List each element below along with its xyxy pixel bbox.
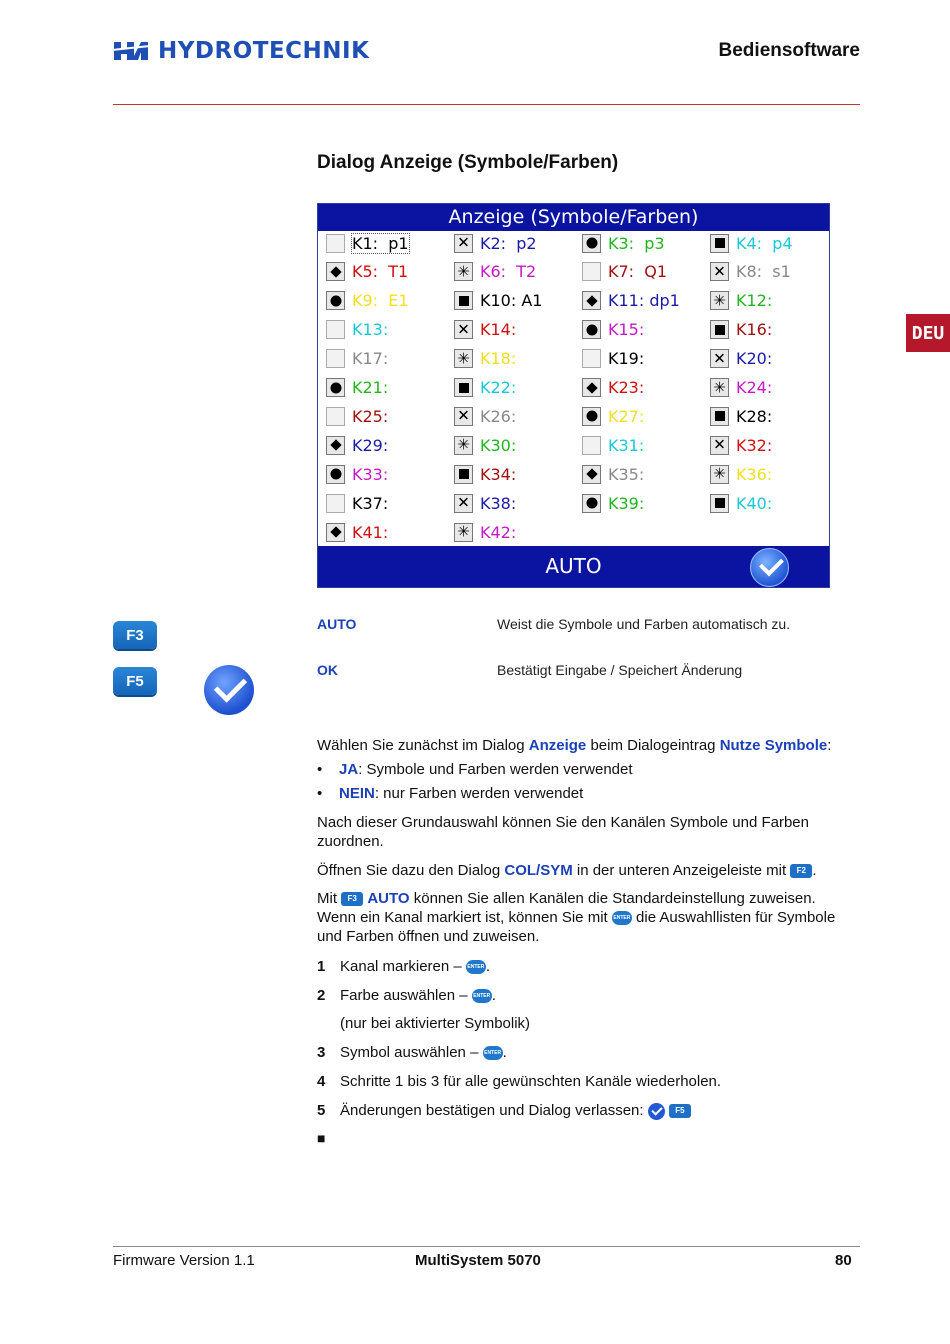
symbol-dot-icon bbox=[582, 320, 601, 339]
symbol-star-icon: ✳ bbox=[710, 291, 729, 310]
channel-label: K29: bbox=[352, 435, 389, 455]
enter-key-icon: ENTER bbox=[466, 960, 486, 974]
channel-item[interactable] bbox=[582, 462, 644, 486]
channel-item[interactable] bbox=[710, 433, 772, 457]
channel-item[interactable] bbox=[326, 376, 388, 400]
channel-item[interactable] bbox=[710, 462, 772, 486]
channel-label: K22: bbox=[480, 378, 517, 397]
channel-label: K26: bbox=[480, 406, 517, 426]
channel-label: K17: bbox=[352, 349, 389, 369]
channel-label: K14: bbox=[480, 320, 517, 340]
channel-label: K9: E1 bbox=[352, 291, 409, 311]
ok-term: OK bbox=[317, 662, 338, 678]
channel-item[interactable] bbox=[710, 347, 772, 371]
symbol-diamond-icon bbox=[582, 465, 601, 484]
channel-item[interactable] bbox=[710, 491, 772, 515]
brand-name: HYDROTECHNIK bbox=[158, 38, 370, 64]
channel-item[interactable] bbox=[454, 289, 542, 313]
channel-label: K21: bbox=[352, 378, 389, 397]
channel-label: K35: bbox=[608, 464, 645, 484]
ok-check-inline-icon bbox=[648, 1103, 665, 1120]
symbol-diamond-icon bbox=[582, 378, 601, 397]
paragraph-auto: Mit F3 AUTO können Sie allen Kanälen die Standardeinstellung zuweisen. Wenn ein Kanal markiert ist, können Sie mit ENTER die Auswahllisten für Symbole und Farben öffnen und zuweisen. bbox=[317, 890, 836, 945]
device-screenshot bbox=[317, 203, 830, 588]
footer-product: MultiSystem 5070 bbox=[415, 1252, 541, 1269]
channel-item[interactable] bbox=[326, 231, 409, 255]
channel-label: K36: bbox=[736, 464, 773, 484]
symbol-star-icon: ✳ bbox=[710, 378, 729, 397]
screen-title: Anzeige (Symbole/Farben) bbox=[318, 204, 829, 231]
hydrotechnik-logo-icon bbox=[112, 38, 150, 64]
channel-item[interactable] bbox=[582, 433, 644, 457]
channel-label: K32: bbox=[736, 435, 773, 455]
section-title: Dialog Anzeige (Symbole/Farben) bbox=[317, 152, 619, 173]
symbol-square-icon bbox=[454, 465, 473, 484]
channel-label: K28: bbox=[736, 406, 773, 426]
channel-item[interactable] bbox=[582, 376, 644, 400]
bullet-ja: • JA: Symbole und Farben werden verwendet bbox=[317, 761, 633, 778]
channel-label: K16: bbox=[736, 320, 773, 340]
channel-item[interactable] bbox=[326, 491, 388, 515]
symbol-cross-icon: ✕ bbox=[710, 262, 729, 281]
bullet-nein: • NEIN: nur Farben werden verwendet bbox=[317, 785, 584, 802]
symbol-empty-icon bbox=[582, 349, 601, 368]
symbol-empty-icon bbox=[326, 407, 345, 426]
symbol-square-icon bbox=[710, 234, 729, 253]
channel-label: K7: Q1 bbox=[608, 262, 668, 282]
symbol-dot-icon bbox=[326, 378, 345, 397]
end-mark: ■ bbox=[317, 1130, 326, 1146]
symbol-empty-icon bbox=[326, 234, 345, 253]
symbol-dot-icon bbox=[582, 407, 601, 426]
channel-item[interactable] bbox=[710, 404, 772, 428]
channel-item[interactable] bbox=[454, 404, 516, 428]
symbol-square-icon bbox=[710, 320, 729, 339]
symbol-diamond-icon bbox=[326, 436, 345, 455]
channel-item[interactable] bbox=[582, 289, 680, 313]
ok-description: Bestätigt Eingabe / Speichert Änderung bbox=[497, 662, 743, 678]
channel-label: K3: p3 bbox=[608, 233, 665, 253]
channel-label: K11: dp1 bbox=[608, 291, 680, 311]
channel-item[interactable] bbox=[710, 231, 793, 255]
enter-key-icon: ENTER bbox=[612, 911, 632, 925]
auto-term: AUTO bbox=[317, 616, 357, 632]
channel-label: K25: bbox=[352, 406, 389, 426]
f5-key-inline-icon: F5 bbox=[669, 1104, 691, 1118]
channel-label: K10: A1 bbox=[480, 291, 543, 311]
channel-item[interactable] bbox=[326, 289, 409, 313]
channel-label: K39: bbox=[608, 493, 645, 513]
screen-footer-bar bbox=[318, 546, 829, 587]
channel-label: K37: bbox=[352, 493, 389, 513]
channel-item[interactable] bbox=[326, 520, 388, 544]
channel-item[interactable] bbox=[454, 376, 516, 400]
channel-label: K30: bbox=[480, 435, 517, 455]
channel-item[interactable] bbox=[326, 347, 388, 371]
symbol-diamond-icon bbox=[326, 262, 345, 281]
channel-item[interactable] bbox=[326, 318, 388, 342]
channel-item[interactable] bbox=[710, 260, 791, 284]
channel-label: K41: bbox=[352, 522, 389, 542]
enter-key-icon: ENTER bbox=[483, 1046, 503, 1060]
auto-softkey-label[interactable]: AUTO bbox=[545, 554, 602, 578]
f2-key-icon: F2 bbox=[790, 864, 812, 878]
symbol-cross-icon: ✕ bbox=[710, 349, 729, 368]
channel-item[interactable] bbox=[454, 433, 516, 457]
symbol-empty-icon bbox=[326, 494, 345, 513]
auto-description: Weist die Symbole und Farben automatisch zu. bbox=[497, 616, 791, 632]
symbol-cross-icon: ✕ bbox=[454, 234, 473, 253]
symbol-star-icon: ✳ bbox=[710, 465, 729, 484]
symbol-square-icon bbox=[710, 407, 729, 426]
paragraph-colsym: Öffnen Sie dazu den Dialog COL/SYM in der unteren Anzeigeleiste mit F2 . bbox=[317, 862, 817, 879]
symbol-empty-icon bbox=[326, 320, 345, 339]
symbol-cross-icon: ✕ bbox=[454, 320, 473, 339]
channel-label: K38: bbox=[480, 493, 517, 513]
channel-label: K23: bbox=[608, 378, 645, 397]
channel-item[interactable] bbox=[582, 404, 644, 428]
channel-item[interactable] bbox=[710, 376, 772, 400]
symbol-diamond-icon bbox=[582, 291, 601, 310]
channel-label: K2: p2 bbox=[480, 233, 537, 253]
channel-item[interactable] bbox=[710, 289, 772, 313]
symbol-star-icon: ✳ bbox=[454, 262, 473, 281]
channel-label: K1: p1 bbox=[352, 233, 409, 253]
channel-label: K40: bbox=[736, 493, 773, 513]
language-tab: DEU bbox=[906, 314, 950, 352]
symbol-square-icon bbox=[454, 378, 473, 397]
channel-item[interactable] bbox=[326, 462, 388, 486]
header-title: Bediensoftware bbox=[718, 40, 860, 61]
channel-item[interactable] bbox=[710, 318, 772, 342]
ok-check-large-icon bbox=[204, 665, 254, 715]
channel-item[interactable] bbox=[454, 231, 537, 255]
symbol-dot-icon bbox=[326, 465, 345, 484]
f3-key-inline-icon: F3 bbox=[341, 892, 363, 906]
channel-label: K18: bbox=[480, 349, 517, 369]
channel-label: K19: bbox=[608, 349, 645, 369]
channel-label: K24: bbox=[736, 378, 773, 397]
channel-label: K27: bbox=[608, 406, 645, 426]
symbol-star-icon: ✳ bbox=[454, 349, 473, 368]
channel-label: K31: bbox=[608, 435, 645, 455]
enter-key-icon: ENTER bbox=[472, 989, 492, 1003]
channel-label: K42: bbox=[480, 522, 517, 542]
ok-check-icon[interactable] bbox=[750, 548, 789, 587]
symbol-square-icon bbox=[454, 291, 473, 310]
symbol-empty-icon bbox=[326, 349, 345, 368]
channel-item[interactable] bbox=[582, 231, 665, 255]
channel-label: K5: T1 bbox=[352, 262, 409, 282]
channel-label: K8: s1 bbox=[736, 262, 791, 282]
channel-item[interactable] bbox=[454, 260, 536, 284]
symbol-diamond-icon bbox=[326, 523, 345, 542]
header-divider bbox=[113, 104, 860, 105]
footer-divider bbox=[113, 1246, 860, 1247]
symbol-star-icon: ✳ bbox=[454, 436, 473, 455]
channel-label: K20: bbox=[736, 349, 773, 369]
symbol-star-icon: ✳ bbox=[454, 523, 473, 542]
symbol-dot-icon bbox=[326, 291, 345, 310]
channel-item[interactable] bbox=[454, 520, 516, 544]
channel-label: K15: bbox=[608, 320, 645, 340]
channel-label: K6: T2 bbox=[480, 262, 537, 282]
footer-page-number: 80 bbox=[835, 1252, 852, 1269]
symbol-dot-icon bbox=[582, 234, 601, 253]
channel-item[interactable] bbox=[454, 347, 516, 371]
channel-label: K34: bbox=[480, 464, 517, 484]
f5-key-icon: F5 bbox=[113, 667, 157, 695]
channel-item[interactable] bbox=[582, 347, 644, 371]
channel-item[interactable] bbox=[326, 404, 388, 428]
channel-item[interactable] bbox=[454, 318, 516, 342]
steps-list: 1 Kanal markieren – ENTER . 2 Farbe auswählen – ENTER . (nur bei aktivierter Symbolik) 3 Symbol auswählen – ENTER . 4 Schritte 1 bis 3 für alle gewünschten Kanäle wiederholen. 5 Änderungen bestätigen und Dialog verlassen: F5 bbox=[317, 958, 722, 1119]
channel-label: K13: bbox=[352, 320, 389, 340]
footer-firmware: Firmware Version 1.1 bbox=[113, 1252, 255, 1269]
channel-item[interactable] bbox=[454, 462, 516, 486]
symbol-cross-icon: ✕ bbox=[454, 494, 473, 513]
channel-item[interactable] bbox=[454, 491, 516, 515]
f3-key-icon: F3 bbox=[113, 621, 157, 649]
channel-label: K4: p4 bbox=[736, 233, 793, 253]
symbol-square-icon bbox=[710, 494, 729, 513]
channel-item[interactable] bbox=[582, 491, 644, 515]
channel-label: K12: bbox=[736, 291, 773, 311]
intro-paragraph: Wählen Sie zunächst im Dialog Anzeige beim Dialogeintrag Nutze Symbole: bbox=[317, 737, 832, 754]
paragraph-grundauswahl: Nach dieser Grundauswahl können Sie den Kanälen Symbole und Farben zuordnen. bbox=[317, 814, 809, 850]
channel-item[interactable] bbox=[582, 318, 644, 342]
symbol-dot-icon bbox=[582, 494, 601, 513]
channel-item[interactable] bbox=[326, 433, 388, 457]
symbol-empty-icon bbox=[582, 436, 601, 455]
symbol-cross-icon: ✕ bbox=[710, 436, 729, 455]
symbol-cross-icon: ✕ bbox=[454, 407, 473, 426]
symbol-empty-icon bbox=[582, 262, 601, 281]
channel-label: K33: bbox=[352, 464, 389, 484]
brand-logo bbox=[112, 38, 369, 64]
channel-item[interactable] bbox=[326, 260, 408, 284]
channel-item[interactable] bbox=[582, 260, 667, 284]
